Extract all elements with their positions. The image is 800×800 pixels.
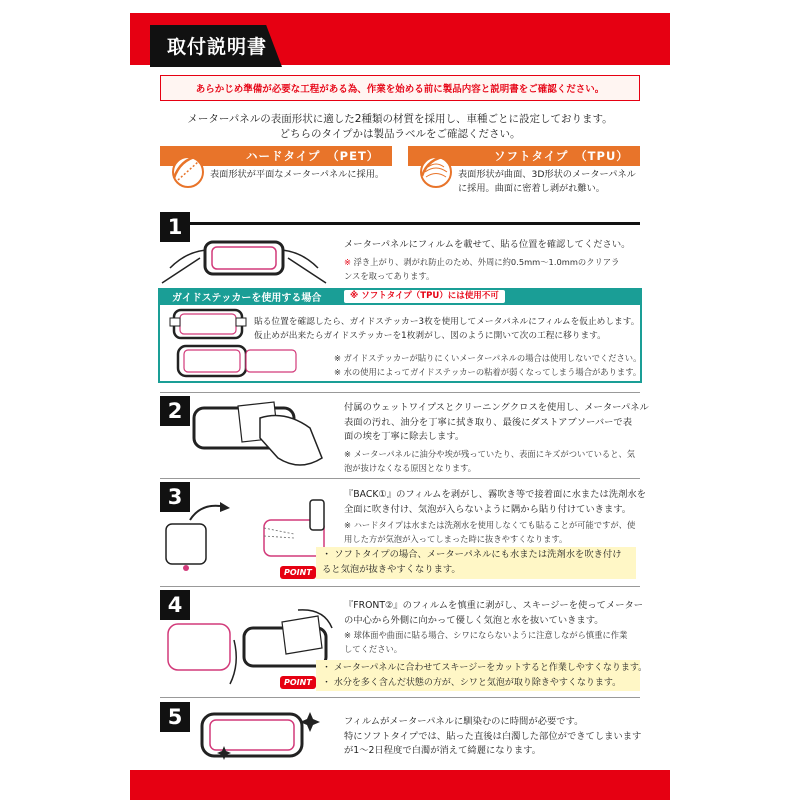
hard-type-box xyxy=(160,146,392,198)
divider xyxy=(160,586,640,587)
step-3-note: ※ ハードタイプは水または洗剤水を使用しなくても貼ることが可能ですが、使 用した方が気泡が入ってしまった時に抜きやすくなります。 xyxy=(344,520,636,544)
warning-box xyxy=(160,75,640,101)
step-3-point-text: ・ ソフトタイプの場合、メーターパネルにも水または洗剤水を吹き付け ると気泡が抜きやすくなります。 xyxy=(322,549,622,575)
divider xyxy=(160,478,640,479)
intro-line-1: メーターパネルの表面形状に適した2種類の材質を採用し、車種ごとに設定しております。 xyxy=(187,113,613,125)
step-5-text: フィルムがメーターパネルに馴染むのに時間が必要です。 特にソフトタイプでは、貼った直後は白濁した部位ができてしまいます が1〜2日程度で白濁が消えて綺麗になります。 xyxy=(344,716,642,757)
divider xyxy=(160,697,640,698)
step-4-point-text: ・ メーターパネルに合わせてスキージーをカットすると作業しやすくなります。 ・ 水分を多く含んだ状態の方が、シワと気泡が取り除きやすくなります。 xyxy=(322,663,648,688)
step-2-number: 2 xyxy=(160,396,190,426)
step-3-point-badge: POINT xyxy=(280,566,316,579)
step-4-note: ※ 球体面や曲面に貼る場合、シワにならないように注意しながら慎重に作業 してください。 xyxy=(344,630,628,654)
step-2-illustration xyxy=(190,398,330,476)
page-title: 取付説明書 xyxy=(167,36,268,58)
intro-line-2: どちらのタイプかは製品ラベルをご確認ください。 xyxy=(279,128,521,140)
step-4-text: 『FRONT②』のフィルムを慎重に剥がし、スキージーを使ってメーター の中心から外側に向かって優しく気泡と水を抜いていきます。 xyxy=(344,600,644,626)
footer-band xyxy=(130,770,670,800)
step-1-note: ※ 浮き上がり、剥がれ防止のため、外周に約0.5mm〜1.0mmのクリアラ ンスを取ってあります。 xyxy=(344,257,620,281)
step-3-text: 『BACK①』のフィルムを剥がし、霧吹き等で接着面に水または洗剤水を 全面に吹き付け、気泡が入らないように隅から貼り付けていきます。 xyxy=(344,489,646,515)
flat-film-icon xyxy=(168,150,208,190)
step-5-illustration xyxy=(194,706,324,764)
step-2-note: ※ メーターパネルに油分や埃が残っていたり、表面にキズがついていると、気 泡が抜けなくなる原因となります。 xyxy=(344,449,636,473)
step-1-rule xyxy=(190,222,640,225)
step-4-number: 4 xyxy=(160,590,190,620)
divider xyxy=(160,392,640,393)
guide-illustration-1 xyxy=(168,308,248,340)
guide-title: ガイドステッカーを使用する場合 xyxy=(172,293,322,304)
guide-illustration-2 xyxy=(172,344,302,380)
step-1-text: メーターパネルにフィルムを載せて、貼る位置を確認してください。 xyxy=(344,239,631,250)
soft-type-name: ソフトタイプ （TPU） xyxy=(494,149,629,163)
guide-notes: ※ ガイドステッカーが貼りにくいメーターパネルの場合は使用しないでください。 ※ 水の使用によってガイドステッカーの粘着が弱くなってしまう場合があります。 xyxy=(334,353,642,377)
hard-type-name: ハードタイプ （PET） xyxy=(246,149,380,163)
step-5-number: 5 xyxy=(160,702,190,732)
hard-type-desc: 表面形状が平面なメーターパネルに採用。 xyxy=(210,169,385,180)
step-3-illustration xyxy=(160,498,330,574)
warning-text: あらかじめ準備が必要な工程がある為、作業を始める前に製品内容と説明書をご確認ください。 xyxy=(195,84,605,95)
step-4-illustration xyxy=(164,604,334,686)
curved-film-icon xyxy=(416,150,456,190)
step-1-illustration xyxy=(160,228,328,286)
soft-type-box xyxy=(408,146,640,198)
step-1-number: 1 xyxy=(160,212,190,242)
guide-warning-pill: ※ ソフトタイプ（TPU）には使用不可 xyxy=(344,290,505,303)
step-4-point-badge: POINT xyxy=(280,676,316,689)
soft-type-desc: 表面形状が曲面、3D形状のメーターパネル に採用。曲面に密着し剥がれ難い。 xyxy=(458,169,636,194)
guide-text: 貼る位置を確認したら、ガイドステッカー3枚を使用してメータパネルにフィルムを仮止めします。 仮止めが出来たらガイドステッカーを1枚剥がし、図のように開いて次の工程に移ります。 xyxy=(254,317,640,341)
step-2-text: 付属のウェットワイプスとクリーニングクロスを使用し、メーターパネル 表面の汚れ、油分を丁寧に拭き取り、最後にダストアブソーバーで表 面の埃を丁寧に除去します。 xyxy=(344,402,649,443)
step-3-number: 3 xyxy=(160,482,190,512)
